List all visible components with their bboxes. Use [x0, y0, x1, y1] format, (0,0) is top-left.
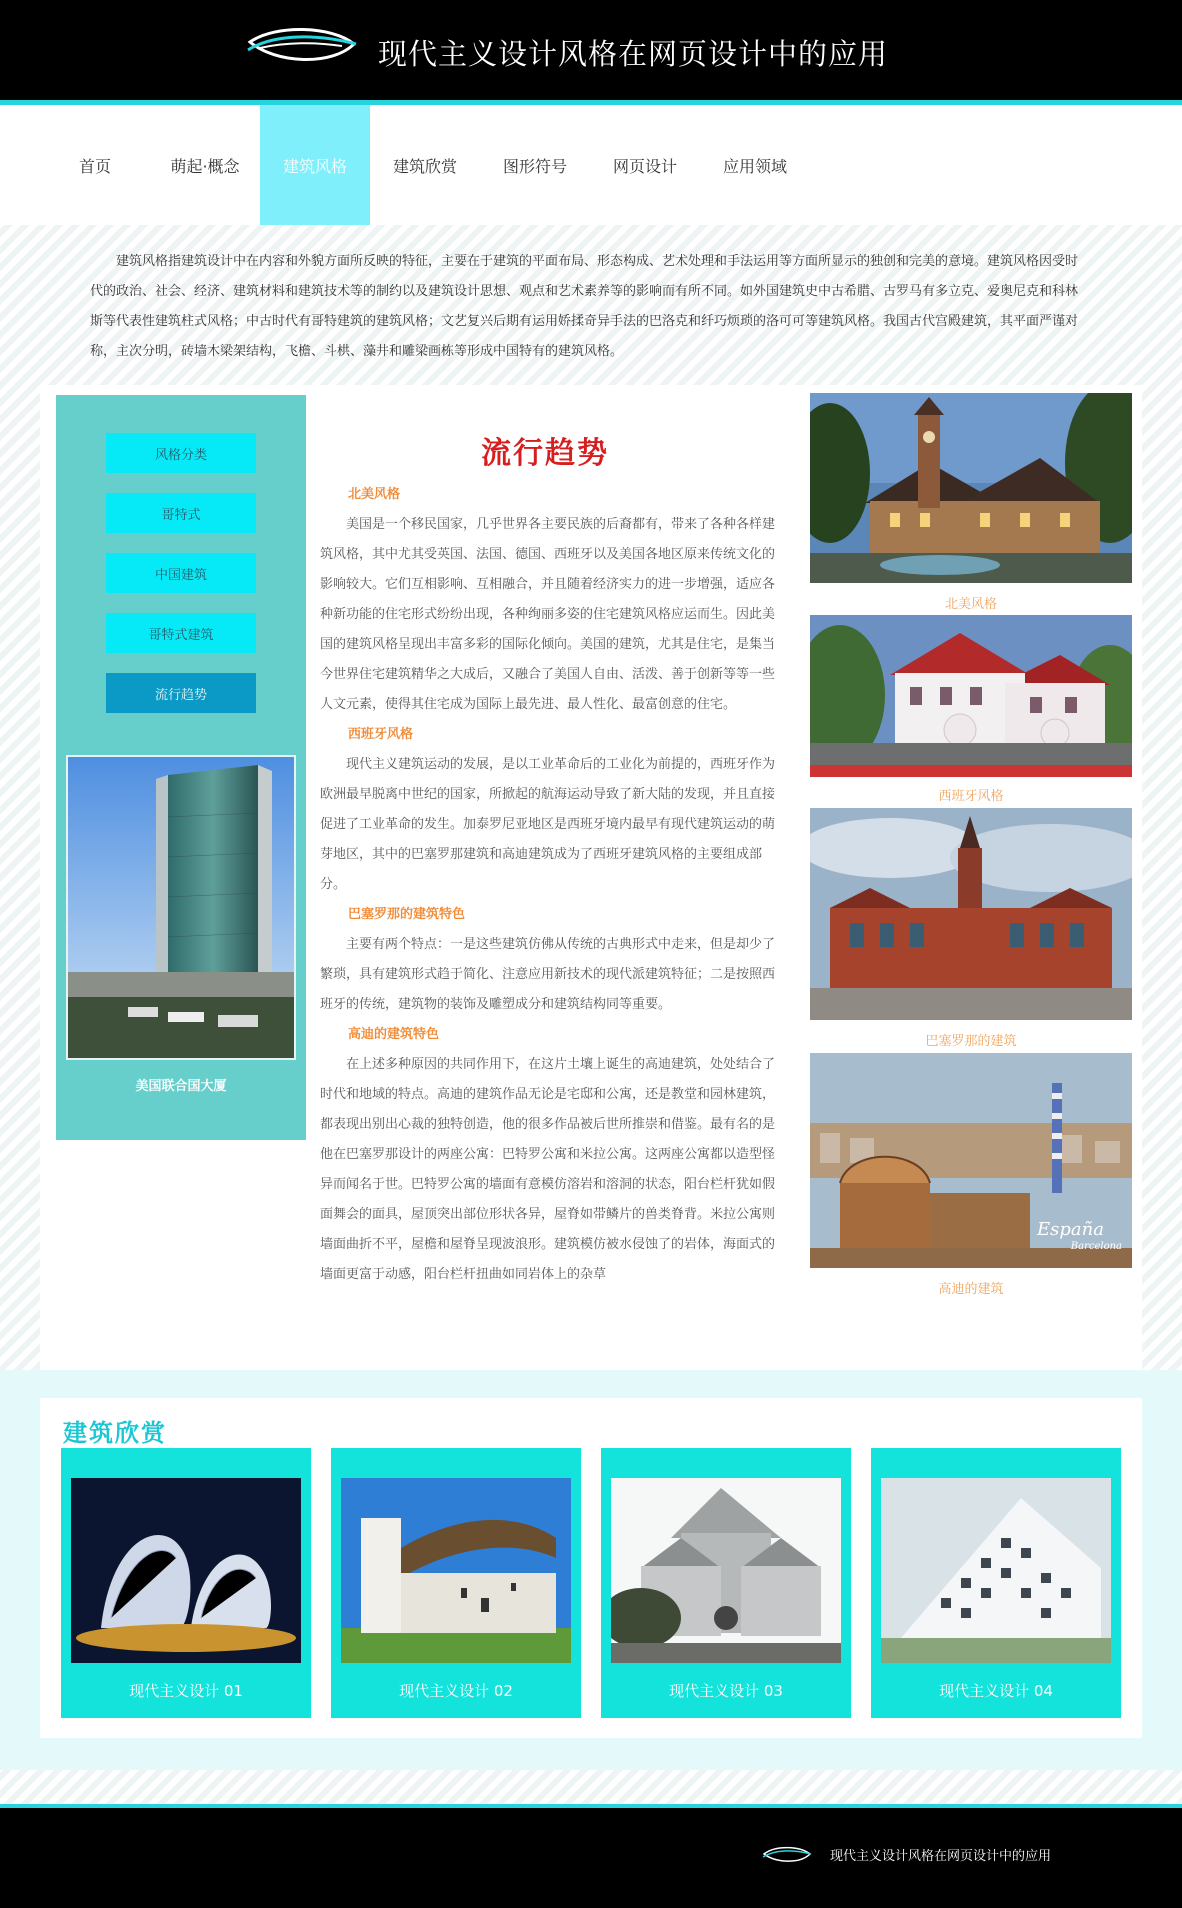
gallery-thumb-03 [611, 1478, 841, 1663]
site-header [0, 0, 1182, 100]
spanish-villa-photo [810, 615, 1132, 777]
photo-caption-north-america: 北美风格 [944, 597, 997, 612]
nav-item-applications[interactable]: 应用领域 [722, 156, 787, 176]
gaudi-park-photo [810, 1053, 1132, 1268]
section-heading-spain: 西班牙风格 [348, 727, 414, 742]
gallery-label-03: 现代主义设计 03 [669, 1682, 783, 1700]
gallery-thumb-02 [341, 1478, 571, 1663]
section-body-north-america: 美国是一个移民国家，几乎世界各主要民族的后裔都有，带来了各种各样建筑风格，其中尤其受英国、法国、德国、西班牙以及美国各地区原来传统文化的影响较大。它们互相影响、互相融合，并且随着经济实力的进一步增强，适应各种新功能的住宅形式纷纷出现，各种绚丽多姿的住宅建筑风格应运而生。因此美国的建筑风格呈现出丰富多彩的国际化倾向。美国的建筑，尤其是住宅，是集当今世界住宅建筑精华之大成后，又融合了美国人自由、活泼、善于创新等等一些人文元素，使得其住宅成为国际上最先进、最人性化、最富创意的住宅。 [320, 517, 776, 712]
section-heading-gaudi: 高迪的建筑特色 [348, 1027, 440, 1042]
section-body-barcelona: 主要有两个特点：一是这些建筑仿佛从传统的古典形式中走来，但是却少了繁琐，具有建筑形式趋于简化、注意应用新技术的现代派建筑特征；二是按照西班牙的传统，建筑物的装饰及雕塑成分和建筑结构同等重要。 [320, 937, 776, 1012]
intro-paragraph: 建筑风格指建筑设计中在内容和外貌方面所反映的特征，主要在于建筑的平面布局、形态构成、艺术处理和手法运用等方面所显示的独创和完美的意境。建筑风格因受时代的政治、社会、经济、建筑材料和建筑技术等的制约以及建筑设计思想、观点和艺术素养等的影响而有所不同。如外国建筑史中古希腊、古罗马有多立克、爱奥尼克和科林斯等代表性建筑柱式风格；中古时代有哥特建筑的建筑风格；文艺复兴后期有运用娇揉奇异手法的巴洛克和纤巧烦琐的洛可可等建筑风格。我国古代宫殿建筑，其平面严谨对称，主次分明，砖墙木梁架结构，飞檐、斗栱、藻井和雕梁画栋等形成中国特有的建筑风格。 [90, 254, 1079, 359]
section-body-spain: 现代主义建筑运动的发展，是以工业革命后的工业化为前提的，西班牙作为欧洲最早脱离中世纪的国家，所掀起的航海运动导致了新大陆的发现，并且直接促进了工业革命的发生。加泰罗尼亚地区是西班牙境内最早有现代建筑运动的萌芽地区，其中的巴塞罗那建筑和高迪建筑成为了西班牙建筑风格的主要组成部分。 [320, 757, 776, 892]
gallery-title: 建筑欣赏 [63, 1419, 167, 1447]
section-body-gaudi: 在上述多种原因的共同作用下，在这片土壤上诞生的高迪建筑，处处结合了时代和地域的特点。高迪的建筑作品无论是宅邸和公寓，还是教堂和园林建筑，都表现出别出心裁的独特创造，他的很多作品被后世所推崇和借鉴。最有名的是他在巴塞罗那设计的两座公寓：巴特罗公寓和米拉公寓。这两座公寓都以造型怪异而闻名于世。巴特罗公寓的墙面有意模仿溶岩和溶洞的状态，阳台栏杆犹如假面舞会的面具，屋顶突出部位形状各异，屋脊如带鳞片的兽类脊背。米拉公寓则墙面曲折不平，屋檐和屋脊呈现波浪形。建筑模仿被水侵蚀了的岩体，海面式的墙面更富于动感，阳台栏杆扭曲如同岩体上的杂草 [320, 1057, 776, 1282]
footer-text: 现代主义设计风格在网页设计中的应用 [830, 1849, 1052, 1864]
gallery-card-04[interactable] [871, 1448, 1121, 1718]
photo-caption-spain: 西班牙风格 [938, 789, 1004, 804]
photo-caption-barcelona: 巴塞罗那的建筑 [925, 1034, 1017, 1049]
photo-caption-gaudi: 高迪的建筑 [938, 1282, 1004, 1297]
site-footer [0, 1808, 1182, 1908]
gallery-label-04: 现代主义设计 04 [939, 1682, 1053, 1700]
north-american-house-photo [810, 393, 1132, 583]
gallery-card-01[interactable] [61, 1448, 311, 1718]
sidebar-button-gothic-architecture[interactable]: 哥特式建筑 [106, 613, 256, 653]
leaf-logo-icon[interactable] [246, 22, 358, 70]
gallery-thumb-04 [881, 1478, 1111, 1663]
article-title: 流行趋势 [481, 436, 609, 471]
sidebar-button-gothic[interactable]: 哥特式 [106, 493, 256, 533]
un-building-caption: 美国联合国大厦 [135, 1079, 227, 1094]
nav-item-graphic-symbols[interactable]: 图形符号 [502, 156, 567, 176]
gallery-label-02: 现代主义设计 02 [399, 1682, 513, 1700]
nav-item-architecture-style[interactable]: 建筑风格 [260, 105, 370, 225]
main-nav [0, 105, 1182, 225]
sidebar-button-trends[interactable]: 流行趋势 [106, 673, 256, 713]
gallery-card-02[interactable] [331, 1448, 581, 1718]
nav-item-home[interactable]: 首页 [78, 156, 111, 176]
un-building-photo [66, 755, 296, 1060]
gallery-thumb-01 [71, 1478, 301, 1663]
article-body [320, 480, 785, 1290]
site-title: 现代主义设计风格在网页设计中的应用 [378, 37, 889, 71]
sidebar [56, 395, 306, 1140]
gallery-card-03[interactable] [601, 1448, 851, 1718]
section-heading-north-america: 北美风格 [348, 487, 401, 502]
espana-watermark: España [1037, 1219, 1104, 1240]
barcelona-building-photo [810, 808, 1132, 1020]
sidebar-button-chinese-architecture[interactable]: 中国建筑 [106, 553, 256, 593]
sidebar-button-style-categories[interactable]: 风格分类 [106, 433, 256, 473]
nav-item-web-design[interactable]: 网页设计 [612, 156, 677, 176]
section-heading-barcelona: 巴塞罗那的建筑特色 [348, 907, 466, 922]
footer-leaf-logo-icon [762, 1844, 812, 1866]
nav-item-architecture-gallery[interactable]: 建筑欣赏 [392, 156, 457, 176]
barcelona-watermark: Barcelona [1070, 1241, 1122, 1252]
nav-item-concept[interactable]: 萌起·概念 [170, 156, 240, 176]
gallery-label-01: 现代主义设计 01 [129, 1682, 243, 1700]
